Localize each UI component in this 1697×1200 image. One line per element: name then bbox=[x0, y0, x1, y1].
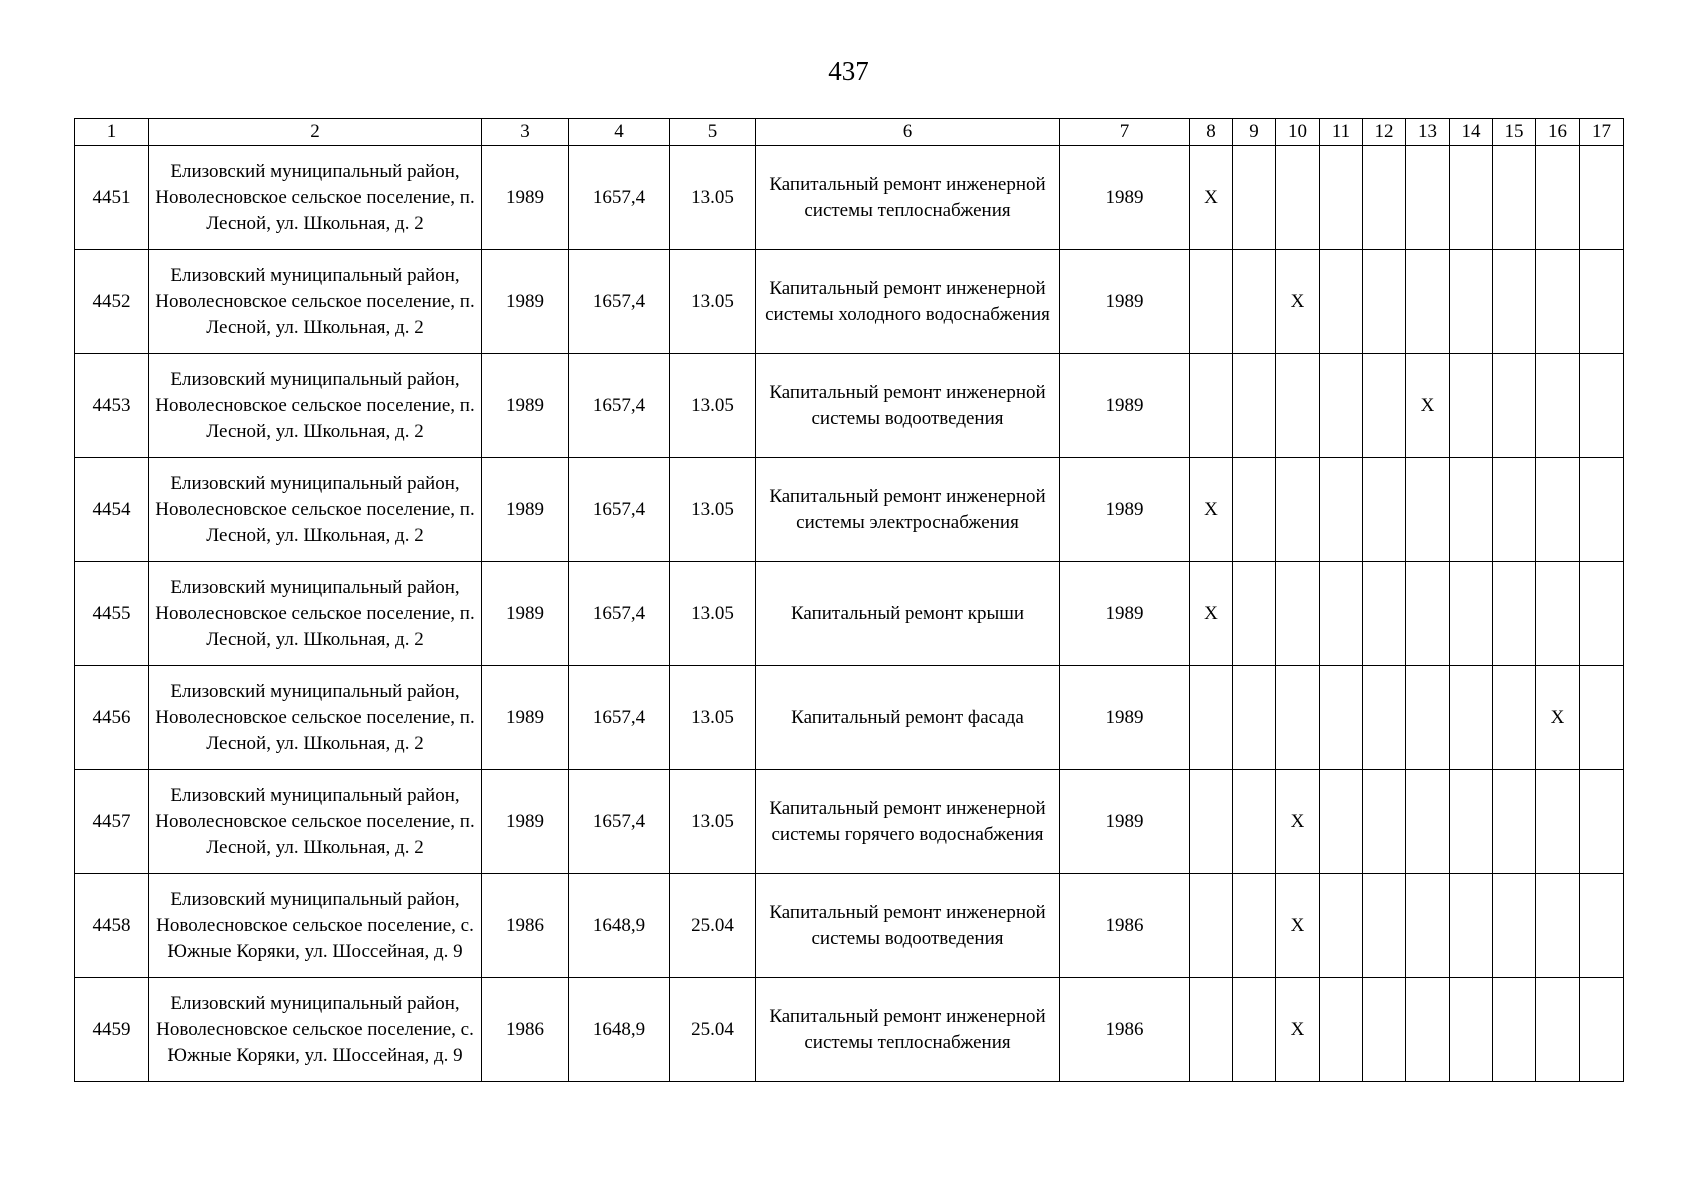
column-7-cell: 1986 bbox=[1060, 978, 1190, 1082]
column-header-10: 10 bbox=[1276, 119, 1320, 146]
mark-cell-col-8 bbox=[1190, 666, 1233, 770]
mark-cell-col-17 bbox=[1580, 666, 1624, 770]
mark-cell-col-8 bbox=[1190, 770, 1233, 874]
area-cell: 1657,4 bbox=[569, 354, 670, 458]
mark-cell-col-15 bbox=[1493, 666, 1536, 770]
mark-cell-col-16 bbox=[1536, 562, 1580, 666]
table-body bbox=[75, 146, 1624, 1082]
row-number-cell: 4459 bbox=[75, 978, 149, 1082]
address-cell: Елизовский муниципальный район, Новолесновское сельское поселение, п. Лесной, ул. Школьная, д. 2 bbox=[149, 146, 482, 250]
column-7-cell: 1989 bbox=[1060, 562, 1190, 666]
mark-cell-col-16 bbox=[1536, 770, 1580, 874]
year-cell: 1989 bbox=[482, 562, 569, 666]
mark-cell-col-10: X bbox=[1276, 770, 1320, 874]
mark-cell-col-13 bbox=[1406, 978, 1450, 1082]
mark-cell-col-10: X bbox=[1276, 874, 1320, 978]
mark-cell-col-13 bbox=[1406, 250, 1450, 354]
mark-cell-col-9 bbox=[1233, 354, 1276, 458]
column-5-cell: 13.05 bbox=[670, 354, 756, 458]
mark-cell-col-17 bbox=[1580, 770, 1624, 874]
address-cell: Елизовский муниципальный район, Новолесновское сельское поселение, п. Лесной, ул. Школьная, д. 2 bbox=[149, 770, 482, 874]
row-number-cell: 4454 bbox=[75, 458, 149, 562]
mark-cell-col-10 bbox=[1276, 146, 1320, 250]
work-type-cell: Капитальный ремонт инженерной системы электроснабжения bbox=[756, 458, 1060, 562]
work-type-cell: Капитальный ремонт инженерной системы теплоснабжения bbox=[756, 146, 1060, 250]
mark-cell-col-11 bbox=[1320, 666, 1363, 770]
mark-cell-col-12 bbox=[1363, 146, 1406, 250]
mark-cell-col-8 bbox=[1190, 874, 1233, 978]
page-number: 437 bbox=[828, 56, 869, 86]
mark-cell-col-12 bbox=[1363, 666, 1406, 770]
mark-cell-col-14 bbox=[1450, 458, 1493, 562]
address-cell: Елизовский муниципальный район, Новолесновское сельское поселение, п. Лесной, ул. Школьная, д. 2 bbox=[149, 354, 482, 458]
column-7-cell: 1989 bbox=[1060, 146, 1190, 250]
table-row bbox=[75, 666, 1624, 770]
area-cell: 1657,4 bbox=[569, 458, 670, 562]
mark-cell-col-9 bbox=[1233, 250, 1276, 354]
mark-cell-col-10 bbox=[1276, 458, 1320, 562]
mark-cell-col-8 bbox=[1190, 354, 1233, 458]
address-cell: Елизовский муниципальный район, Новолесновское сельское поселение, п. Лесной, ул. Школьная, д. 2 bbox=[149, 562, 482, 666]
table-row bbox=[75, 146, 1624, 250]
column-5-cell: 13.05 bbox=[670, 666, 756, 770]
column-5-cell: 25.04 bbox=[670, 978, 756, 1082]
mark-cell-col-10 bbox=[1276, 354, 1320, 458]
year-cell: 1989 bbox=[482, 458, 569, 562]
mark-cell-col-10 bbox=[1276, 562, 1320, 666]
row-number-cell: 4453 bbox=[75, 354, 149, 458]
row-number-cell: 4452 bbox=[75, 250, 149, 354]
year-cell: 1989 bbox=[482, 666, 569, 770]
year-cell: 1989 bbox=[482, 250, 569, 354]
column-header-16: 16 bbox=[1536, 119, 1580, 146]
column-5-cell: 13.05 bbox=[670, 562, 756, 666]
row-number-cell: 4451 bbox=[75, 146, 149, 250]
column-7-cell: 1986 bbox=[1060, 874, 1190, 978]
mark-cell-col-10 bbox=[1276, 666, 1320, 770]
mark-cell-col-14 bbox=[1450, 666, 1493, 770]
table-row bbox=[75, 978, 1624, 1082]
column-header-17: 17 bbox=[1580, 119, 1624, 146]
mark-cell-col-17 bbox=[1580, 354, 1624, 458]
mark-cell-col-15 bbox=[1493, 978, 1536, 1082]
mark-cell-col-14 bbox=[1450, 978, 1493, 1082]
mark-cell-col-13 bbox=[1406, 770, 1450, 874]
repair-registry-table bbox=[74, 118, 1624, 1082]
area-cell: 1657,4 bbox=[569, 562, 670, 666]
year-cell: 1986 bbox=[482, 874, 569, 978]
mark-cell-col-13 bbox=[1406, 458, 1450, 562]
mark-cell-col-11 bbox=[1320, 250, 1363, 354]
mark-cell-col-8: X bbox=[1190, 146, 1233, 250]
column-header-6: 6 bbox=[756, 119, 1060, 146]
mark-cell-col-14 bbox=[1450, 562, 1493, 666]
column-header-5: 5 bbox=[670, 119, 756, 146]
year-cell: 1989 bbox=[482, 770, 569, 874]
mark-cell-col-13: X bbox=[1406, 354, 1450, 458]
column-header-12: 12 bbox=[1363, 119, 1406, 146]
column-header-9: 9 bbox=[1233, 119, 1276, 146]
mark-cell-col-16 bbox=[1536, 458, 1580, 562]
work-type-cell: Капитальный ремонт фасада bbox=[756, 666, 1060, 770]
area-cell: 1648,9 bbox=[569, 978, 670, 1082]
mark-cell-col-13 bbox=[1406, 874, 1450, 978]
mark-cell-col-14 bbox=[1450, 250, 1493, 354]
mark-cell-col-12 bbox=[1363, 354, 1406, 458]
column-7-cell: 1989 bbox=[1060, 458, 1190, 562]
mark-cell-col-15 bbox=[1493, 354, 1536, 458]
work-type-cell: Капитальный ремонт инженерной системы теплоснабжения bbox=[756, 978, 1060, 1082]
mark-cell-col-11 bbox=[1320, 978, 1363, 1082]
mark-cell-col-12 bbox=[1363, 458, 1406, 562]
mark-cell-col-12 bbox=[1363, 250, 1406, 354]
mark-cell-col-11 bbox=[1320, 874, 1363, 978]
mark-cell-col-17 bbox=[1580, 458, 1624, 562]
mark-cell-col-16 bbox=[1536, 874, 1580, 978]
mark-cell-col-17 bbox=[1580, 250, 1624, 354]
column-header-1: 1 bbox=[75, 119, 149, 146]
address-cell: Елизовский муниципальный район, Новолесновское сельское поселение, с. Южные Коряки, ул. Шоссейная, д. 9 bbox=[149, 978, 482, 1082]
work-type-cell: Капитальный ремонт инженерной системы водоотведения bbox=[756, 874, 1060, 978]
mark-cell-col-9 bbox=[1233, 562, 1276, 666]
mark-cell-col-11 bbox=[1320, 354, 1363, 458]
mark-cell-col-10: X bbox=[1276, 978, 1320, 1082]
mark-cell-col-12 bbox=[1363, 770, 1406, 874]
mark-cell-col-8: X bbox=[1190, 562, 1233, 666]
work-type-cell: Капитальный ремонт инженерной системы водоотведения bbox=[756, 354, 1060, 458]
mark-cell-col-15 bbox=[1493, 458, 1536, 562]
mark-cell-col-9 bbox=[1233, 458, 1276, 562]
row-number-cell: 4458 bbox=[75, 874, 149, 978]
column-header-8: 8 bbox=[1190, 119, 1233, 146]
mark-cell-col-8: X bbox=[1190, 458, 1233, 562]
mark-cell-col-15 bbox=[1493, 770, 1536, 874]
address-cell: Елизовский муниципальный район, Новолесновское сельское поселение, п. Лесной, ул. Школьная, д. 2 bbox=[149, 250, 482, 354]
table-row bbox=[75, 770, 1624, 874]
address-cell: Елизовский муниципальный район, Новолесновское сельское поселение, с. Южные Коряки, ул. Шоссейная, д. 9 bbox=[149, 874, 482, 978]
mark-cell-col-16 bbox=[1536, 250, 1580, 354]
mark-cell-col-16 bbox=[1536, 146, 1580, 250]
mark-cell-col-8 bbox=[1190, 978, 1233, 1082]
mark-cell-col-14 bbox=[1450, 874, 1493, 978]
mark-cell-col-17 bbox=[1580, 562, 1624, 666]
column-5-cell: 25.04 bbox=[670, 874, 756, 978]
area-cell: 1657,4 bbox=[569, 146, 670, 250]
table-row bbox=[75, 250, 1624, 354]
column-7-cell: 1989 bbox=[1060, 250, 1190, 354]
mark-cell-col-9 bbox=[1233, 874, 1276, 978]
mark-cell-col-14 bbox=[1450, 354, 1493, 458]
mark-cell-col-9 bbox=[1233, 146, 1276, 250]
row-number-cell: 4456 bbox=[75, 666, 149, 770]
mark-cell-col-15 bbox=[1493, 874, 1536, 978]
row-number-cell: 4457 bbox=[75, 770, 149, 874]
mark-cell-col-13 bbox=[1406, 146, 1450, 250]
column-header-14: 14 bbox=[1450, 119, 1493, 146]
column-header-13: 13 bbox=[1406, 119, 1450, 146]
column-7-cell: 1989 bbox=[1060, 354, 1190, 458]
mark-cell-col-17 bbox=[1580, 874, 1624, 978]
mark-cell-col-12 bbox=[1363, 978, 1406, 1082]
mark-cell-col-9 bbox=[1233, 978, 1276, 1082]
mark-cell-col-16 bbox=[1536, 354, 1580, 458]
mark-cell-col-13 bbox=[1406, 666, 1450, 770]
year-cell: 1989 bbox=[482, 146, 569, 250]
table-row bbox=[75, 354, 1624, 458]
mark-cell-col-16: X bbox=[1536, 666, 1580, 770]
mark-cell-col-17 bbox=[1580, 978, 1624, 1082]
year-cell: 1989 bbox=[482, 354, 569, 458]
year-cell: 1986 bbox=[482, 978, 569, 1082]
area-cell: 1657,4 bbox=[569, 250, 670, 354]
column-header-2: 2 bbox=[149, 119, 482, 146]
table-row bbox=[75, 562, 1624, 666]
work-type-cell: Капитальный ремонт инженерной системы горячего водоснабжения bbox=[756, 770, 1060, 874]
mark-cell-col-8 bbox=[1190, 250, 1233, 354]
mark-cell-col-9 bbox=[1233, 770, 1276, 874]
column-number-row bbox=[75, 119, 1624, 146]
area-cell: 1648,9 bbox=[569, 874, 670, 978]
column-5-cell: 13.05 bbox=[670, 770, 756, 874]
mark-cell-col-14 bbox=[1450, 770, 1493, 874]
address-cell: Елизовский муниципальный район, Новолесновское сельское поселение, п. Лесной, ул. Школьная, д. 2 bbox=[149, 458, 482, 562]
column-7-cell: 1989 bbox=[1060, 770, 1190, 874]
mark-cell-col-10: X bbox=[1276, 250, 1320, 354]
mark-cell-col-15 bbox=[1493, 146, 1536, 250]
table-row bbox=[75, 458, 1624, 562]
column-7-cell: 1989 bbox=[1060, 666, 1190, 770]
work-type-cell: Капитальный ремонт крыши bbox=[756, 562, 1060, 666]
mark-cell-col-12 bbox=[1363, 874, 1406, 978]
area-cell: 1657,4 bbox=[569, 666, 670, 770]
mark-cell-col-9 bbox=[1233, 666, 1276, 770]
column-5-cell: 13.05 bbox=[670, 146, 756, 250]
mark-cell-col-11 bbox=[1320, 458, 1363, 562]
mark-cell-col-17 bbox=[1580, 146, 1624, 250]
mark-cell-col-11 bbox=[1320, 146, 1363, 250]
row-number-cell: 4455 bbox=[75, 562, 149, 666]
mark-cell-col-16 bbox=[1536, 978, 1580, 1082]
table-row bbox=[75, 874, 1624, 978]
column-header-11: 11 bbox=[1320, 119, 1363, 146]
mark-cell-col-13 bbox=[1406, 562, 1450, 666]
mark-cell-col-14 bbox=[1450, 146, 1493, 250]
column-header-4: 4 bbox=[569, 119, 670, 146]
column-5-cell: 13.05 bbox=[670, 250, 756, 354]
mark-cell-col-15 bbox=[1493, 562, 1536, 666]
work-type-cell: Капитальный ремонт инженерной системы холодного водоснабжения bbox=[756, 250, 1060, 354]
column-5-cell: 13.05 bbox=[670, 458, 756, 562]
mark-cell-col-12 bbox=[1363, 562, 1406, 666]
column-header-7: 7 bbox=[1060, 119, 1190, 146]
address-cell: Елизовский муниципальный район, Новолесновское сельское поселение, п. Лесной, ул. Школьная, д. 2 bbox=[149, 666, 482, 770]
area-cell: 1657,4 bbox=[569, 770, 670, 874]
column-header-3: 3 bbox=[482, 119, 569, 146]
column-header-15: 15 bbox=[1493, 119, 1536, 146]
mark-cell-col-11 bbox=[1320, 562, 1363, 666]
mark-cell-col-15 bbox=[1493, 250, 1536, 354]
mark-cell-col-11 bbox=[1320, 770, 1363, 874]
